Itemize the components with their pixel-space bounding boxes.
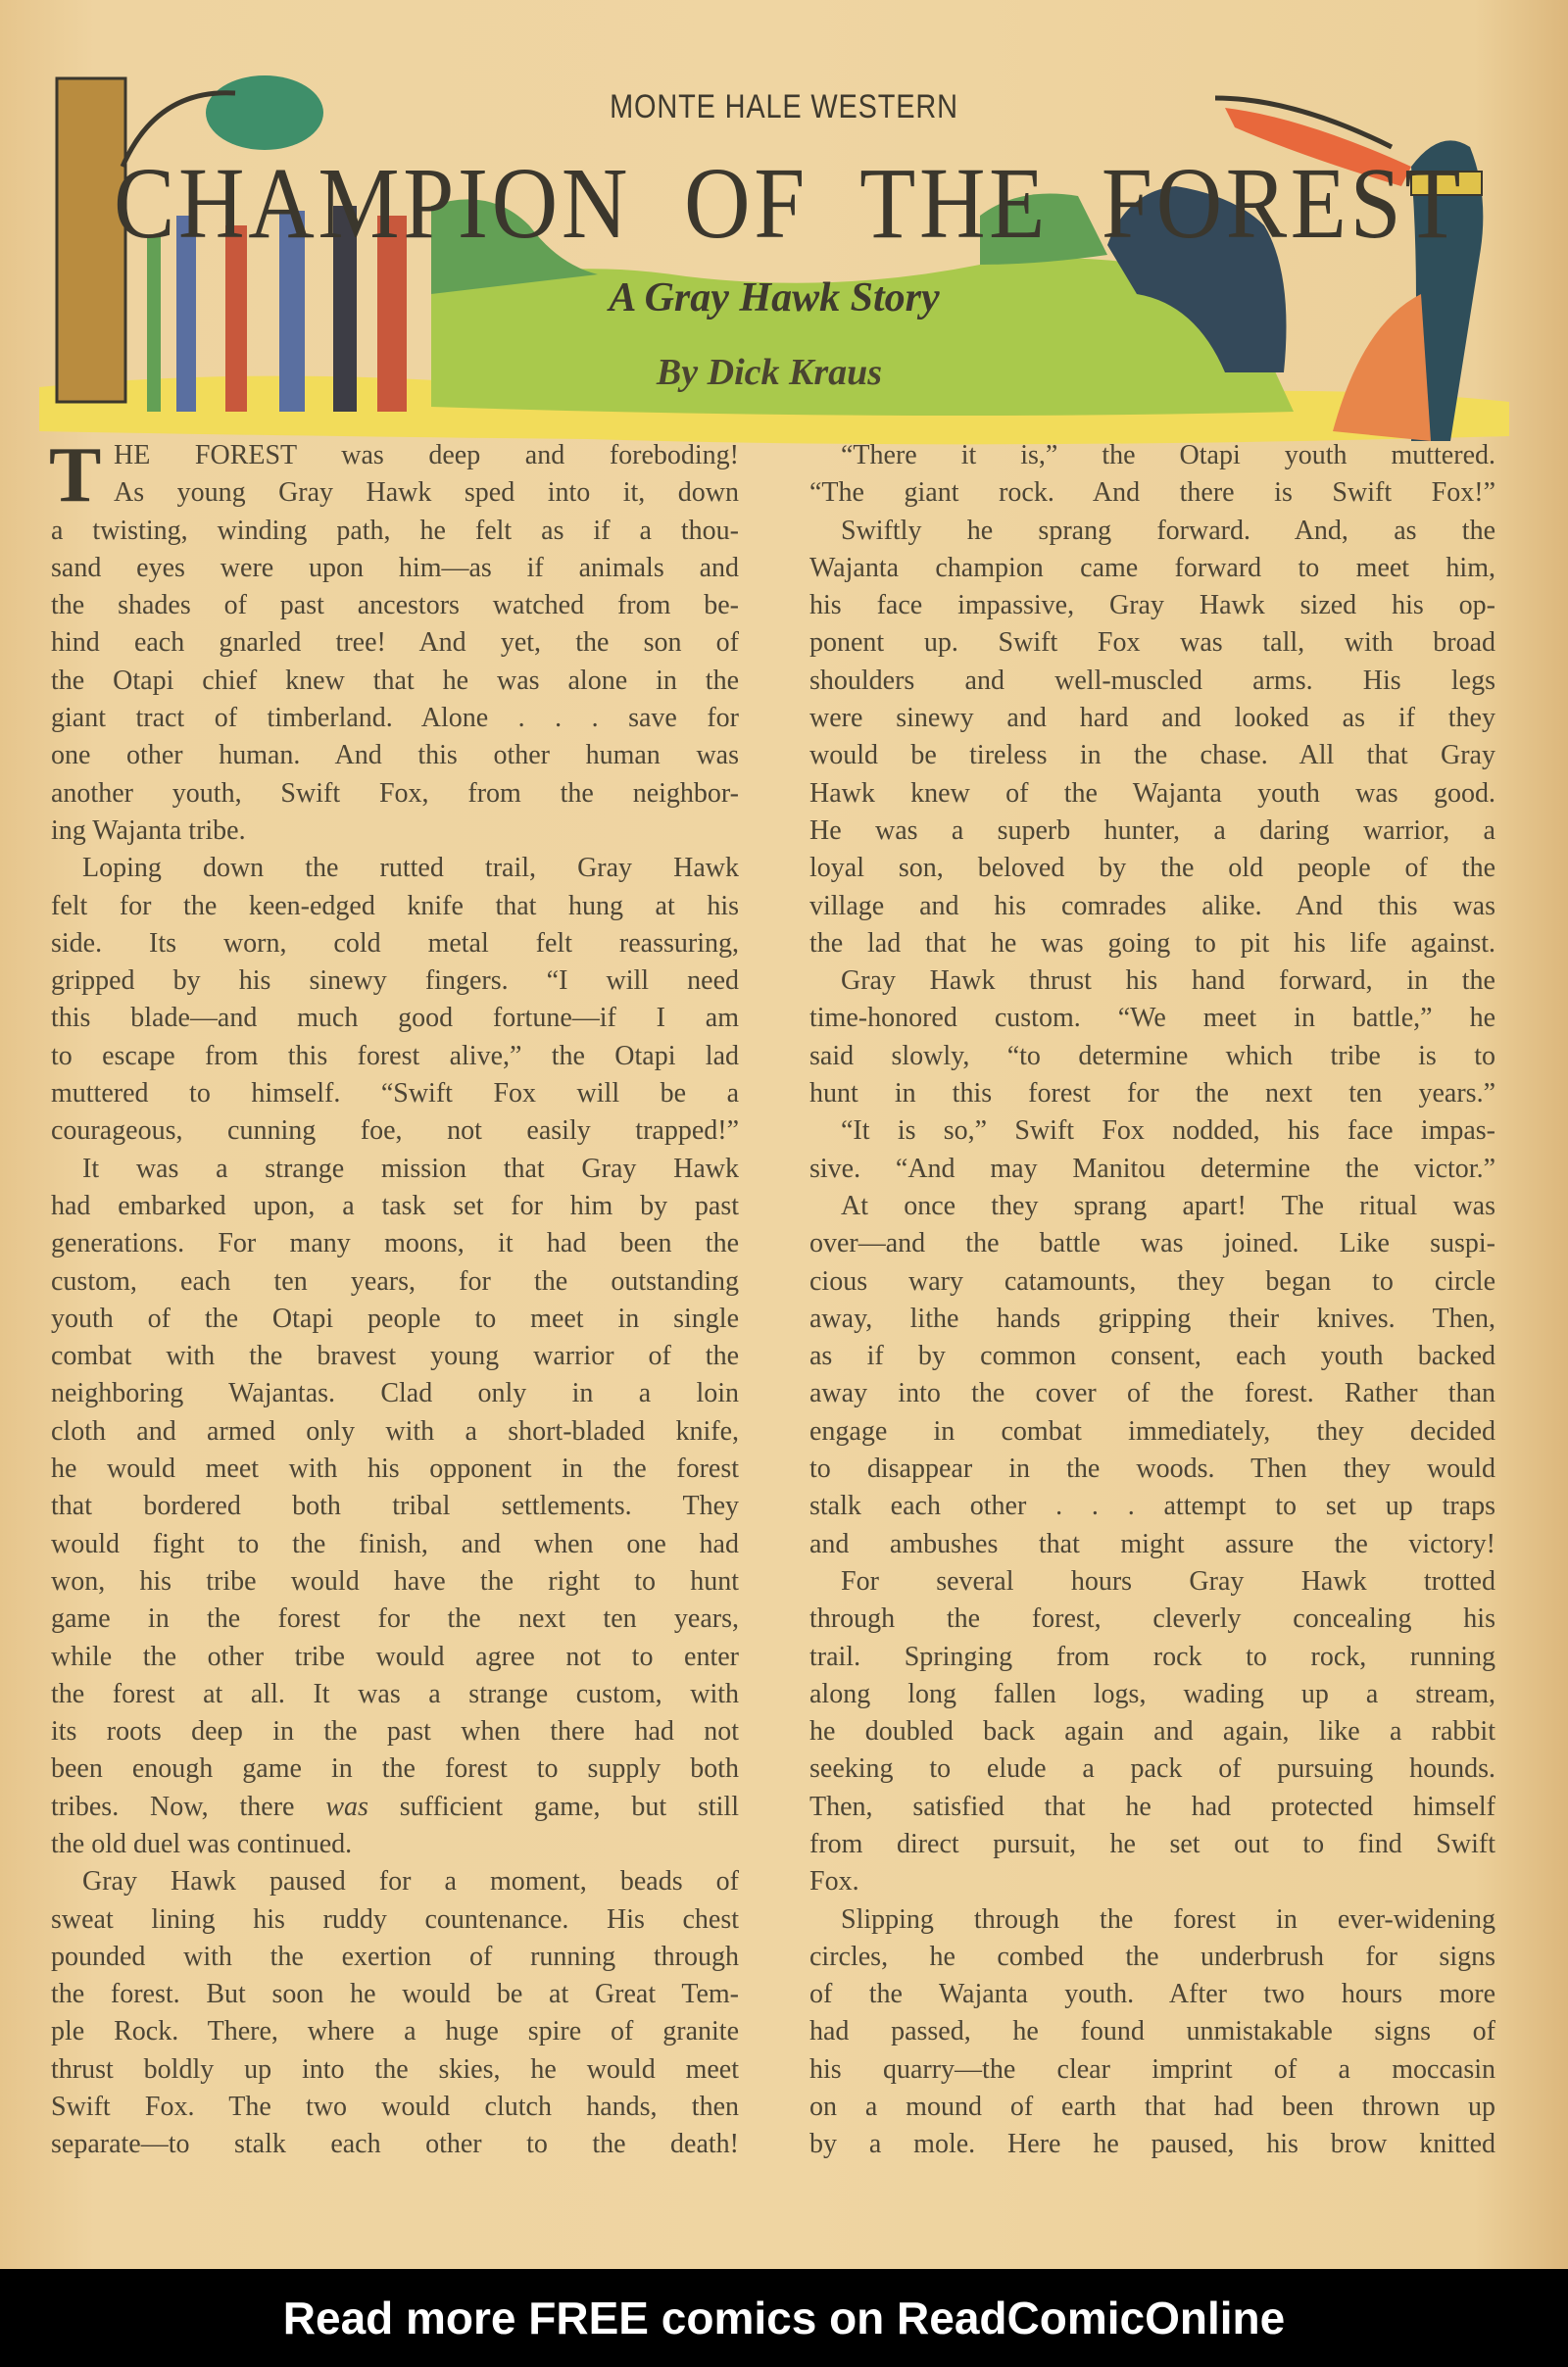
story-line: ing Wajanta tribe. [51,814,246,846]
story-line: felt for the keen-edged knife that hung at his [51,890,739,921]
story-line: cloth and armed only with a short-bladed knife, [51,1415,739,1447]
story-line: shoulders and well-muscled arms. His legs [809,665,1495,696]
story-line: Gray Hawk thrust his hand forward, in the [841,965,1495,997]
story-line: of the Wajanta youth. After two hours more [809,1979,1495,2010]
story-line: “There it is,” the Otapi youth muttered. [841,440,1495,470]
story-line: the Otapi chief knew that he was alone in the [51,665,739,696]
story-line: and ambushes that might assure the victory! [809,1528,1495,1559]
story-line: to disappear in the woods. Then they would [809,1454,1495,1485]
story-line: circles, he combed the underbrush for signs [809,1941,1495,1972]
story-line: along long fallen logs, wading up a stream, [809,1678,1495,1709]
story-line: from direct pursuit, he set out to find Swift [809,1828,1495,1859]
story-line: Swiftly he sprang forward. And, as the [841,515,1495,546]
story-line: a twisting, winding path, he felt as if a thou- [51,515,739,546]
story-line: At once they sprang apart! The ritual was [841,1190,1495,1221]
story-line: one other human. And this other human was [51,740,739,771]
story-line: won, his tribe would have the right to hunt [51,1565,739,1597]
story-line: game in the forest for the next ten years, [51,1603,739,1635]
story-line: giant tract of timberland. Alone . . . save for [51,703,739,734]
story-title: CHAMPION OF THE FOREST [113,147,1465,260]
story-line: sive. “And may Manitou determine the victor.” [809,1153,1495,1184]
story-line: ponent up. Swift Fox was tall, with broad [809,627,1495,659]
story-line: as if by common consent, each youth backed [809,1341,1495,1372]
story-line: engage in combat immediately, they decided [809,1415,1495,1447]
story-line: would fight to the finish, and when one had [51,1528,739,1559]
story-line: loyal son, beloved by the old people of the [809,853,1495,884]
story-line: the shades of past ancestors watched from be- [51,590,739,621]
story-line: For several hours Gray Hawk trotted [841,1565,1495,1597]
story-line: the lad that he was going to pit his life against. [809,927,1495,959]
story-line: sweat lining his ruddy countenance. His chest [51,1903,739,1935]
promo-banner-text[interactable]: Read more FREE comics on ReadComicOnline [282,2293,1286,2343]
story-line: Then, satisfied that he had protected himself [809,1791,1495,1822]
story-line: “The giant rock. And there is Swift Fox!” [809,477,1495,509]
story-line: ple Rock. There, where a huge spire of granite [51,2016,739,2047]
story-line: he doubled back again and again, like a rabbit [809,1716,1495,1748]
story-line: he would meet with his opponent in the forest [51,1454,739,1485]
story-line: his quarry—the clear imprint of a moccasin [809,2053,1495,2085]
story-subtitle: A Gray Hawk Story [609,275,940,321]
story-line: the forest at all. It was a strange custom, with [51,1678,739,1709]
story-line: its roots deep in the past when there had not [51,1716,739,1748]
story-line: the forest. But soon he would be at Great Tem- [51,1979,739,2010]
story-line: were sinewy and hard and looked as if they [809,703,1495,734]
story-line: combat with the bravest young warrior of the [51,1341,739,1372]
story-line: hind each gnarled tree! And yet, the son of [51,627,739,659]
story-line: tribes. Now, there was sufficient game, but still [51,1791,739,1822]
story-line: Wajanta champion came forward to meet him, [809,552,1495,583]
story-column-right [809,437,1495,2164]
drop-cap: T [49,439,102,512]
story-line: Slipping through the forest in ever-widening [841,1903,1495,1935]
story-line: neighboring Wajantas. Clad only in a loin [51,1378,739,1409]
story-line: muttered to himself. “Swift Fox will be a [51,1078,739,1110]
story-line: thrust boldly up into the skies, he would meet [51,2053,739,2085]
story-line: Loping down the rutted trail, Gray Hawk [82,853,739,884]
story-line: been enough game in the forest to supply both [51,1753,739,1785]
story-line: had passed, he found unmistakable signs of [809,2016,1495,2047]
story-line: “It is so,” Swift Fox nodded, his face impas- [841,1115,1495,1147]
story-line: trail. Springing from rock to rock, running [809,1641,1495,1672]
story-line: stalk each other . . . attempt to set up traps [809,1491,1495,1522]
story-line: to escape from this forest alive,” the Otapi lad [51,1040,739,1071]
story-line: his face impassive, Gray Hawk sized his op- [809,590,1495,621]
story-line: over—and the battle was joined. Like suspi- [809,1228,1495,1259]
promo-banner[interactable] [0,2269,1568,2367]
story-line: through the forest, cleverly concealing his [809,1603,1495,1635]
story-line: pounded with the exertion of running through [51,1941,739,1972]
story-line: Swift Fox. The two would clutch hands, then [51,2092,739,2123]
story-line: this blade—and much good fortune—if I am [51,1003,739,1034]
story-line: Fox. [809,1866,859,1898]
story-line: by a mole. Here he paused, his brow knitted [809,2129,1495,2160]
emphasis: was [325,1791,368,1822]
story-line: He was a superb hunter, a daring warrior, a [809,814,1495,846]
story-line: away, lithe hands gripping their knives. Then, [809,1303,1495,1334]
story-line: hunt in this forest for the next ten years.” [809,1078,1495,1110]
story-line: As young Gray Hawk sped into it, down [114,477,739,509]
story-line: separate—to stalk each other to the death! [51,2129,739,2160]
story-line: the old duel was continued. [51,1828,353,1859]
story-line: while the other tribe would agree not to enter [51,1641,739,1672]
story-line: had embarked upon, a task set for him by past [51,1190,739,1221]
story-line: on a mound of earth that had been thrown up [809,2092,1495,2123]
story-line: seeking to elude a pack of pursuing hounds. [809,1753,1495,1785]
story-line: HE FOREST was deep and foreboding! [114,440,739,470]
story-line: that bordered both tribal settlements. They [51,1491,739,1522]
story-column-left [51,437,739,2164]
story-line: Hawk knew of the Wajanta youth was good. [809,777,1495,809]
story-line: time-honored custom. “We meet in battle,” he [809,1003,1495,1034]
story-line: courageous, cunning foe, not easily trapped!” [51,1115,739,1147]
story-line: gripped by his sinewy fingers. “I will need [51,965,739,997]
story-line: generations. For many moons, it had been the [51,1228,739,1259]
story-line: away into the cover of the forest. Rather than [809,1378,1495,1409]
series-title: MONTE HALE WESTERN [610,88,958,125]
story-line: sand eyes were upon him—as if animals and [51,552,739,583]
story-line: another youth, Swift Fox, from the neighbor- [51,777,739,809]
story-line: would be tireless in the chase. All that Gray [809,740,1495,771]
story-line: Gray Hawk paused for a moment, beads of [82,1866,739,1898]
story-line: cious wary catamounts, they began to circle [809,1265,1495,1297]
story-line: youth of the Otapi people to meet in single [51,1303,739,1334]
story-line: side. Its worn, cold metal felt reassuring, [51,927,739,959]
story-line: It was a strange mission that Gray Hawk [82,1153,739,1184]
author-byline: By Dick Kraus [656,352,883,393]
story-line: said slowly, “to determine which tribe is to [809,1040,1495,1071]
story-line: village and his comrades alike. And this was [809,890,1495,921]
story-line: custom, each ten years, for the outstanding [51,1265,739,1297]
